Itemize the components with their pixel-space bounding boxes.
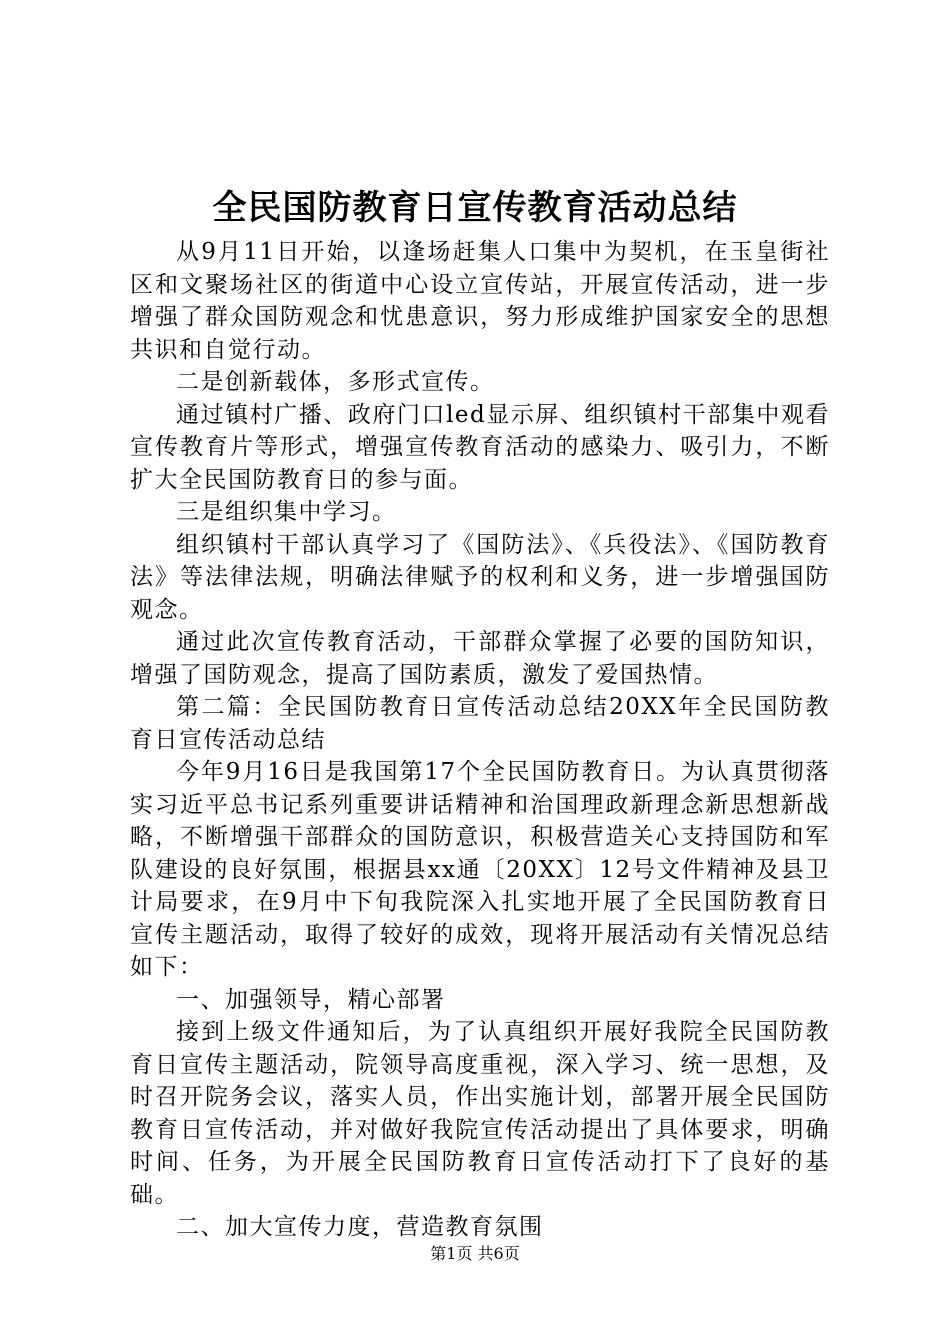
paragraph: 二是创新载体，多形式宣传。: [176, 369, 495, 395]
document-title: 全民国防教育日宣传教育活动总结: [212, 188, 738, 228]
paragraph: 通过镇村广播、政府门口led显示屏、组织镇村干部集中观看宣传教育片等形式，增强宣传教育活动的感染力、吸引力，不断扩大全民国防教育日的参与面。: [130, 401, 830, 493]
paragraph: 从9月11日开始，以逢场赶集人口集中为契机，在玉皇街社区和文聚场社区的街道中心设立宣传站，开展宣传活动，进一步增强了群众国防观念和忧患意识，努力形成维护国家安全的思想共识和自觉行动。: [130, 239, 830, 363]
paragraph: 今年9月16日是我国第17个全民国防教育日。为认真贯彻落实习近平总书记系列重要讲话精神和治国理政新理念新思想新战略，不断增强干部群众的国防意识，积极营造关心支持国防和军队建设的良好氛围，根据县xx通〔20XX〕12号文件精神及县卫计局要求，在9月中下旬我院深入扎实地开展了全民国防教育日宣传主题活动，取得了较好的成效，现将开展活动有关情况总结如下：: [130, 759, 830, 980]
page-footer: 第1页 共6页: [430, 1244, 520, 1263]
paragraph: 一、加强领导，精心部署: [176, 986, 446, 1013]
document-body: [130, 236, 830, 1244]
paragraph: 组织镇村干部认真学习了《国防法》、《兵役法》、《国防教育法》等法律法规，明确法律赋予的权利和义务，进一步增强国防观念。: [130, 531, 830, 623]
paragraph: 接到上级文件通知后，为了认真组织开展好我院全民国防教育日宣传主题活动，院领导高度重视，深入学习、统一思想，及时召开院务会议，落实人员，作出实施计划，部署开展全民国防教育日宣传活动，并对做好我院宣传活动提出了具体要求，明确时间、任务，为开展全民国防教育日宣传活动打下了良好的基础。: [130, 1019, 830, 1208]
paragraph: 通过此次宣传教育活动，干部群众掌握了必要的国防知识，增强了国防观念，提高了国防素质，激发了爱国热情。: [130, 629, 830, 688]
paragraph: 二、加大宣传力度，营造教育氛围: [176, 1214, 544, 1240]
paragraph: 三是组织集中学习。: [176, 499, 397, 525]
paragraph: 第二篇：全民国防教育日宣传活动总结20XX年全民国防教育日宣传活动总结: [130, 694, 830, 753]
